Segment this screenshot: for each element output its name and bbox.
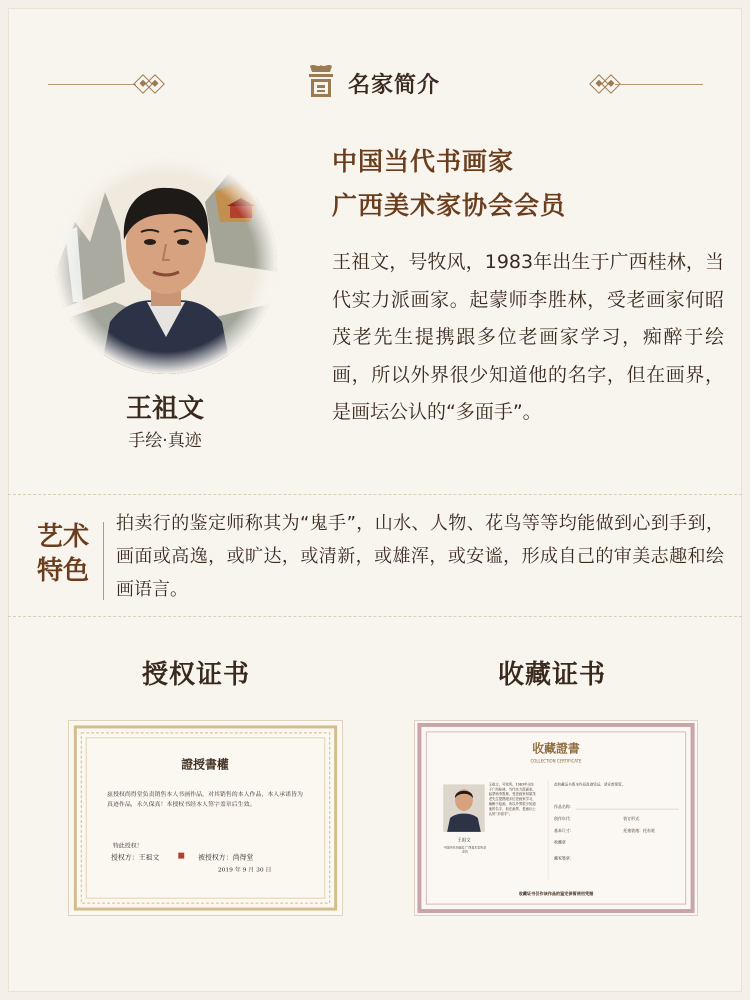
cert-collect-field-size: 基本尺寸： xyxy=(554,827,574,833)
cert-collect-field-work: 作品名称： xyxy=(554,804,574,810)
feature-divider xyxy=(103,522,104,600)
header-divider-left xyxy=(48,84,136,85)
cert-auth-heading: 證授書權 xyxy=(181,757,229,772)
header-divider-right xyxy=(615,84,703,85)
seal-logo-icon xyxy=(304,62,338,100)
feature-text: 拍卖行的鉴定师称其为“鬼手”，山水、人物、花鸟等等均能做到心到手到，画面或高逸，或旷达，或清新，或雄浑，或安谧，形成自己的审美志趣和绘画语言。 xyxy=(116,513,724,600)
dashed-divider xyxy=(8,616,742,617)
cert-collect-field-owner: 藏家签章： xyxy=(554,855,574,861)
cert-auth-grantee: 被授权方：尚得堂 xyxy=(198,853,254,862)
artist-name: 王祖文 xyxy=(125,394,204,424)
cert-collect-caption: 中国当代书画家 广西美术家协会会员 xyxy=(443,845,487,854)
artist-title-2: 广西美术家协会会员 xyxy=(332,191,567,220)
artist-bio: 王祖文，号牧风，1983年出生于广西桂林，当代实力派画家。起蒙师李胜林，受老画家何昭茂老先生提携跟多位老画家学习，痴醉于绘画，所以外界很少知道他的名字，但在画界，是画坛公认的“多面手”。 xyxy=(332,251,724,423)
artist-portrait xyxy=(55,152,277,374)
artist-title-1: 中国当代书画家 xyxy=(332,147,515,176)
feature-label xyxy=(30,520,96,588)
section-header xyxy=(0,58,750,102)
authorization-certificate-image xyxy=(68,720,343,916)
collection-certificate-image xyxy=(414,720,698,916)
dashed-divider xyxy=(8,494,742,495)
cert-collect-heading: 收藏證書 xyxy=(532,741,580,756)
cert-auth-footer: 特此授权！ xyxy=(112,842,143,850)
diamond-ornament-icon xyxy=(145,74,165,94)
cert-collect-bio: 王祖文，号牧风，1983年出生于广西桂林，当代实力派画家。起蒙师李胜林，受老画家何昭茂老先生提携跟多位老画家学习，痴醉于绘画，所以外界很少知道他的名字，但在画界，是画坛公认的“多面手”。 xyxy=(488,782,536,817)
artist-subtitle: 手绘·真迹 xyxy=(128,431,202,451)
cert-auth-date: 2019 年 9 月 30 日 xyxy=(217,866,272,874)
cert-collect-field-type: 装订形式： xyxy=(623,815,643,821)
cert-collect-field-mount: 托裱装裱：托布装 xyxy=(623,827,655,833)
collect-cert-title: 收藏证书 xyxy=(498,660,607,690)
cert-auth-body: 兹授权尚得堂负责销售本人书画作品，对其销售的本人作品，本人承诺皆为真迹作品，永久保真！本授权书经本人签字盖章后生效。 xyxy=(107,791,304,809)
feature-label-line-2: 特色 xyxy=(36,556,89,586)
cert-collect-field-time: 创作年代： xyxy=(554,815,574,821)
cert-auth-grantor: 授权方：王祖文 xyxy=(110,853,160,862)
auth-cert-title: 授权证书 xyxy=(142,660,251,690)
cert-collect-field-seal: 收藏章 xyxy=(554,839,566,845)
cert-collect-name: 王祖文 xyxy=(457,838,471,844)
cert-collect-notice: 此收藏证书系本作品真迹凭证，请妥善保管。 xyxy=(554,782,626,787)
feature-label-line-1: 艺术 xyxy=(36,522,89,552)
cert-collect-footer: 收藏证书仅作该作品的鉴定保管使用凭据 xyxy=(518,891,594,897)
section-title: 名家简介 xyxy=(348,73,441,98)
artist-titles xyxy=(332,140,566,228)
cert-collect-heading-en: COLLECTION CERTIFICATE xyxy=(530,758,582,764)
